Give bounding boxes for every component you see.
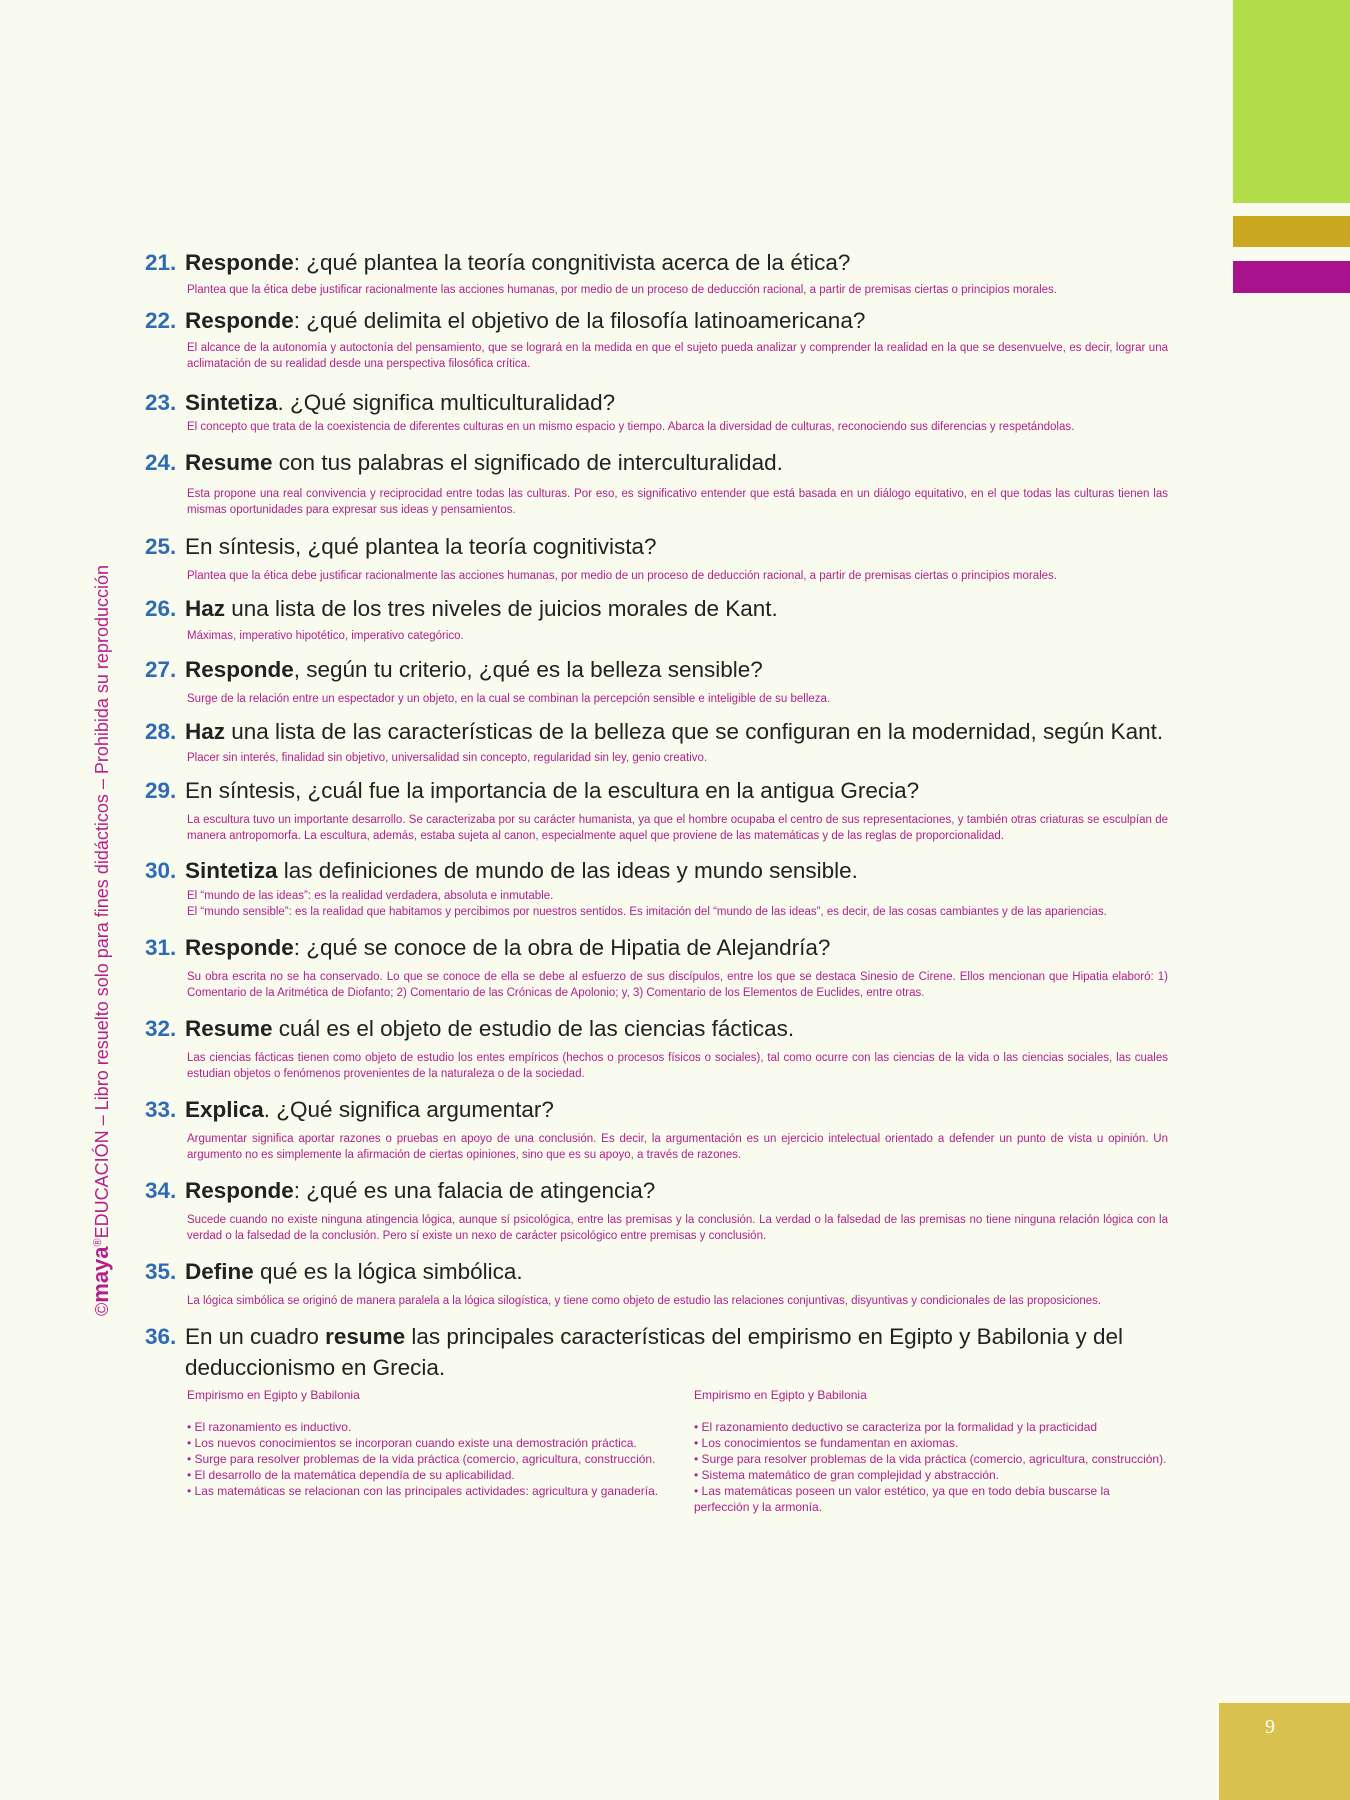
- question-answer: [187, 750, 1168, 766]
- question-verb: Sintetiza: [185, 858, 278, 883]
- question-number: 35.: [145, 1259, 177, 1284]
- question-25: [145, 531, 1168, 584]
- green-corner-tab: [1233, 0, 1350, 203]
- copyright-symbol: ©: [92, 1302, 112, 1316]
- question-text: una lista de los tres niveles de juicios morales de Kant.: [225, 596, 778, 621]
- question-title: [145, 531, 1168, 562]
- question-title: [145, 1256, 1168, 1287]
- list-item: • Surge para resolver problemas de la vida práctica (comercio, agricultura, construcción.: [187, 1452, 656, 1466]
- answer-paragraph: Surge de la relación entre un espectador y un objeto, en la cual se combinan la percepción sensible e inteligible de su belleza.: [187, 693, 831, 705]
- question-text: con tus palabras el significado de interculturalidad.: [272, 450, 783, 475]
- question-verb: Responde: [185, 250, 294, 275]
- answer-paragraph: El concepto que trata de la coexistencia de diferentes culturas en un mismo espacio y tiempo. Abarca la diversidad de culturas, reconociendo sus diferencias y respetándolas.: [187, 421, 1075, 433]
- list-item: • Los nuevos conocimientos se incorporan cuando existe una demostración práctica.: [187, 1436, 637, 1450]
- question-34: [145, 1175, 1168, 1244]
- list-item: • Las matemáticas se relacionan con las principales actividades: agricultura y ganadería.: [187, 1484, 659, 1498]
- question-title: [145, 447, 1168, 478]
- question-answer: [187, 691, 1168, 707]
- answer-paragraph: Placer sin interés, finalidad sin objetivo, universalidad sin concepto, regularidad sin ley, genio creativo.: [187, 752, 708, 764]
- question-answer: [187, 340, 1168, 372]
- copyright-text: EDUCACIÓN – Libro resuelto solo para fines didácticos – Prohibida su reproducción: [92, 565, 112, 1239]
- magenta-corner-tab: [1233, 261, 1350, 293]
- question-32: [145, 1013, 1168, 1082]
- list-item: • Surge para resolver problemas de la vida práctica (comercio, agricultura, construcción).: [694, 1452, 1167, 1466]
- question-verb: Define: [185, 1259, 254, 1284]
- answer-paragraph: Argumentar significa aportar razones o pruebas en apoyo de una conclusión. Es decir, la argumentación es un ejercicio intelectual orientado a defender un punto de vista u opinión. Un argumento no es simplemente la afirmación de ciertas opiniones, sino que es su apoyo, a través de razones.: [187, 1133, 1168, 1161]
- answer-paragraph: La escultura tuvo un importante desarrollo. Se caracterizaba por su carácter humanista, ya que el hombre ocupaba el centro de sus representaciones, y también otras criaturas se esculpían de manera antropomorfa. La escultura, además, estaba sujeta al canon, especialmente aquel que proviene de las matemáticas y de las reglas de proporcionalidad.: [187, 814, 1168, 842]
- list-item: • El razonamiento deductivo se caracteriza por la formalidad y la practicidad: [694, 1420, 1098, 1434]
- question-text: : ¿qué plantea la teoría congnitivista acerca de la ética?: [293, 250, 851, 275]
- comparison-table: [187, 1387, 1168, 1515]
- left-column: [187, 1387, 661, 1515]
- question-answer: [187, 486, 1168, 518]
- question-text: : ¿qué delimita el objetivo de la filosofía latinoamericana?: [293, 308, 866, 333]
- question-21: [145, 247, 1168, 298]
- question-title: [145, 1094, 1168, 1125]
- question-text: cuál es el objeto de estudio de las ciencias fácticas.: [272, 1016, 795, 1041]
- question-number: 26.: [145, 596, 177, 621]
- answer-paragraph: La lógica simbólica se originó de manera paralela a la lógica silogística, y tiene como objeto de estudio las relaciones conjuntivas, disyuntivas y condicionales de las proposiciones.: [187, 1295, 1102, 1307]
- right-column: [694, 1387, 1168, 1515]
- question-title: [145, 855, 1168, 886]
- question-27: [145, 654, 1168, 707]
- question-text: . ¿Qué significa multiculturalidad?: [277, 390, 616, 415]
- question-answer: [187, 1212, 1168, 1244]
- question-title: [145, 716, 1185, 747]
- question-answer: [187, 282, 1168, 298]
- question-answer: [187, 812, 1168, 844]
- brand-logo: maya: [88, 1246, 113, 1303]
- answer-paragraph: Su obra escrita no se ha conservado. Lo que se conoce de ella se debe al esfuerzo de sus discípulos, entre los que se destaca Sinesio de Cirene. Ellos mencionan que Hipatia elaboró: 1) Comentario de la Aritmética de Diofanto; 2) Comentario de las Crónicas de Apolonio; y, 3) Comentario de los Elementos de Euclides, entre otras.: [187, 971, 1168, 999]
- answer-paragraph: El alcance de la autonomía y autoctonía del pensamiento, que se logrará en la medida en que el sujeto pueda analizar y comprender la realidad en la que se desenvuelve, es decir, lograr una aclimatación de su realidad desde una perspectiva filosófica crítica.: [187, 342, 1168, 370]
- question-verb: Sintetiza: [185, 390, 278, 415]
- question-text-pre: En un cuadro: [185, 1324, 326, 1349]
- question-number: 28.: [145, 719, 177, 744]
- list-item: • El razonamiento es inductivo.: [187, 1420, 352, 1434]
- question-title: [145, 593, 1168, 624]
- question-verb: Resume: [185, 1016, 273, 1041]
- question-text: , según tu criterio, ¿qué es la belleza sensible?: [293, 657, 763, 682]
- question-number: 32.: [145, 1016, 177, 1041]
- question-28: [145, 716, 1168, 766]
- answer-paragraph: El “mundo de las ideas”: es la realidad verdadera, absoluta e inmutable.: [187, 890, 554, 902]
- question-30: [145, 855, 1168, 920]
- question-answer: [187, 888, 1168, 920]
- question-24: [145, 447, 1168, 518]
- question-title: [145, 305, 1168, 336]
- question-text: . ¿Qué significa argumentar?: [263, 1097, 554, 1122]
- registered-mark: ®: [92, 1238, 104, 1247]
- question-number: 29.: [145, 778, 177, 803]
- answer-paragraph: El “mundo sensible”: es la realidad que habitamos y percibimos por nuestros sentidos. Es imitación del “mundo de las ideas”, es decir, de las cosas cambiantes y de las apariencias.: [187, 906, 1107, 918]
- copyright-sidebar: [88, 565, 114, 1316]
- question-number: 33.: [145, 1097, 177, 1122]
- question-35: [145, 1256, 1168, 1309]
- question-answer: [187, 969, 1168, 1001]
- answer-paragraph: Plantea que la ética debe justificar racionalmente las acciones humanas, por medio de un proceso de deducción racional, a partir de premisas ciertas o principios morales.: [187, 570, 1058, 582]
- question-title: [145, 932, 1168, 963]
- question-text: qué es la lógica simbólica.: [253, 1259, 523, 1284]
- question-number: 21.: [145, 250, 177, 275]
- question-text: En síntesis, ¿cuál fue la importancia de la escultura en la antigua Grecia?: [185, 778, 920, 803]
- question-number: 24.: [145, 450, 177, 475]
- question-number: 31.: [145, 935, 177, 960]
- question-26: [145, 593, 1168, 644]
- right-column-heading: Empirismo en Egipto y Babilonia: [694, 1388, 867, 1402]
- question-text: : ¿qué es una falacia de atingencia?: [293, 1178, 656, 1203]
- gold-corner-tab: [1233, 216, 1350, 247]
- question-verb: Responde: [185, 935, 294, 960]
- question-verb: Responde: [185, 1178, 294, 1203]
- question-23: [145, 387, 1168, 435]
- question-number: 34.: [145, 1178, 177, 1203]
- question-answer: [187, 568, 1168, 584]
- question-text: En síntesis, ¿qué plantea la teoría cognitivista?: [185, 534, 657, 559]
- question-verb: resume: [325, 1324, 406, 1349]
- question-answer: [187, 628, 1168, 644]
- question-text: las definiciones de mundo de las ideas y mundo sensible.: [277, 858, 858, 883]
- question-36: [145, 1321, 1168, 1515]
- question-number: 30.: [145, 858, 177, 883]
- question-title: [145, 1321, 1185, 1383]
- list-item: • El desarrollo de la matemática dependía de su aplicabilidad.: [187, 1468, 515, 1482]
- question-29: [145, 775, 1168, 844]
- question-title: [145, 1175, 1168, 1206]
- answer-paragraph: Las ciencias fácticas tienen como objeto de estudio los entes empíricos (hechos o procesos físicos o sociales), tal como ocurre con las ciencias de la vida o las ciencias sociales, las cuales estudian objetos o fenómenos provenientes de la naturaleza o de la sociedad.: [187, 1052, 1168, 1080]
- question-number: 36.: [145, 1324, 177, 1349]
- question-number: 23.: [145, 390, 177, 415]
- list-item: • Sistema matemático de gran complejidad y abstracción.: [694, 1468, 1000, 1482]
- question-answer: [187, 1050, 1168, 1082]
- answer-paragraph: Sucede cuando no existe ninguna atingencia lógica, aunque sí psicológica, entre las premisas y la conclusión. La verdad o la falsedad de las premisas no tiene ninguna relación lógica con la verdad o la falsedad de la conclusión. Pero sí existe un nexo de carácter psicológico entre premisas y conclusión.: [187, 1214, 1168, 1242]
- question-verb: Resume: [185, 450, 273, 475]
- question-number: 27.: [145, 657, 177, 682]
- question-verb: Haz: [185, 719, 226, 744]
- page-number: 9: [1265, 1716, 1275, 1738]
- question-verb: Explica: [185, 1097, 264, 1122]
- question-number: 25.: [145, 534, 177, 559]
- question-22: [145, 305, 1168, 372]
- question-verb: Responde: [185, 308, 294, 333]
- answer-paragraph: Plantea que la ética debe justificar racionalmente las acciones humanas, por medio de un proceso de deducción racional, a partir de premisas ciertas o principios morales.: [187, 284, 1058, 296]
- question-title: [145, 775, 1168, 806]
- question-number: 22.: [145, 308, 177, 333]
- question-text: : ¿qué se conoce de la obra de Hipatia de Alejandría?: [293, 935, 831, 960]
- question-text: las principales características del empirismo en Egipto y Babilonia y del deduccionismo en Grecia.: [185, 1324, 1123, 1380]
- question-title: [145, 247, 1168, 278]
- answer-paragraph: Máximas, imperativo hipotético, imperativo categórico.: [187, 630, 464, 642]
- question-31: [145, 932, 1168, 1001]
- question-answer: [187, 1293, 1168, 1309]
- question-verb: Haz: [185, 596, 226, 621]
- question-verb: Responde: [185, 657, 294, 682]
- question-title: [145, 654, 1168, 685]
- question-33: [145, 1094, 1168, 1163]
- question-title: [145, 387, 1168, 418]
- left-column-heading: Empirismo en Egipto y Babilonia: [187, 1388, 360, 1402]
- question-answer: [187, 1131, 1168, 1163]
- list-item: • Los conocimientos se fundamentan en axiomas.: [694, 1436, 959, 1450]
- question-text: una lista de las características de la belleza que se configuran en la modernidad, según Kant.: [225, 719, 1164, 744]
- list-item: • Las matemáticas poseen un valor estético, ya que en todo debía buscarse la perfección y la armonía.: [694, 1484, 1110, 1514]
- question-answer: [187, 419, 1168, 435]
- questions-list: [145, 247, 1168, 1515]
- answer-paragraph: Esta propone una real convivencia y reciprocidad entre todas las culturas. Por eso, es significativo entender que está basada en un diálogo equitativo, en el que todas las culturas tienen las mismas oportunidades para expresar sus ideas y pensamientos.: [187, 488, 1168, 516]
- question-title: [145, 1013, 1168, 1044]
